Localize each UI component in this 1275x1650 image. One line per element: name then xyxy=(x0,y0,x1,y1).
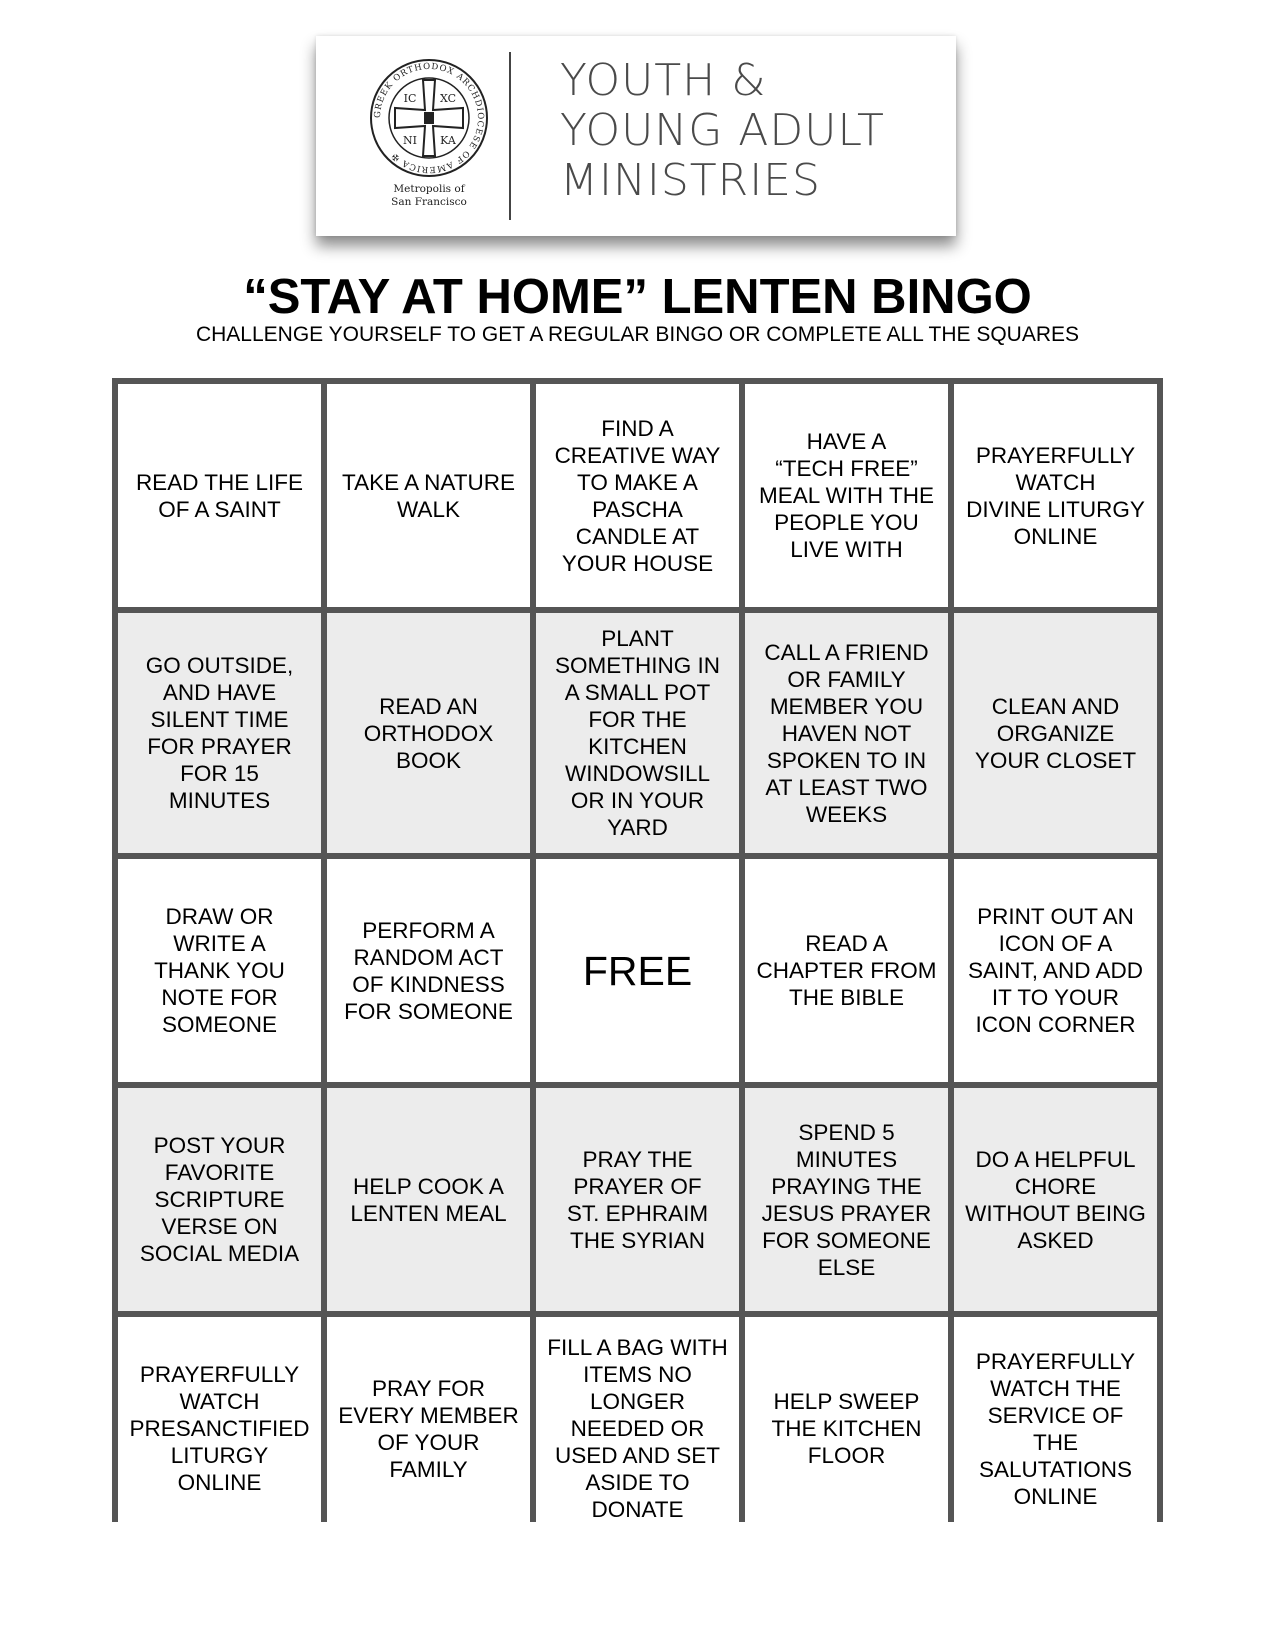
bingo-square xyxy=(327,1088,530,1311)
bingo-square-text: POST YOUR FAVORITE SCRIPTURE VERSE ON SOCIAL MEDIA xyxy=(139,1133,300,1266)
bingo-square-text: READ A CHAPTER FROM THE BIBLE xyxy=(756,931,937,1010)
page-title: “STAY AT HOME” LENTEN BINGO xyxy=(243,270,1032,324)
bingo-square xyxy=(954,384,1157,607)
bingo-square-text: FREE xyxy=(582,947,693,994)
metropolis-seal-logo xyxy=(344,54,514,214)
bingo-square xyxy=(118,1088,321,1311)
seal-caption-line-2: San Francisco xyxy=(391,196,467,208)
bingo-square-text: READ AN ORTHODOX BOOK xyxy=(363,693,494,773)
bingo-square-text: HAVE A “TECH FREE” MEAL WITH THE PEOPLE YOU LIVE WITH xyxy=(758,429,934,562)
bingo-square xyxy=(745,1317,948,1540)
bingo-square-text: PRAYERFULLY WATCH PRESANCTIFIED LITURGY ONLINE xyxy=(129,1362,310,1495)
bingo-square-text: FIND A CREATIVE WAY TO MAKE A PASCHA CANDLE AT YOUR HOUSE xyxy=(554,415,721,576)
bingo-square xyxy=(536,384,739,607)
bingo-square-text: PRAY FOR EVERY MEMBER OF YOUR FAMILY xyxy=(338,1375,519,1482)
bingo-square-text: CLEAN AND ORGANIZE YOUR CLOSET xyxy=(974,693,1137,773)
bingo-square-text: SPEND 5 MINUTES PRAYING THE JESUS PRAYER FOR SOMEONE ELSE xyxy=(761,1119,932,1280)
bingo-square xyxy=(118,613,321,853)
bingo-square-text: PERFORM A RANDOM ACT OF KINDNESS FOR SOMEONE xyxy=(344,917,513,1024)
bingo-square-text: HELP SWEEP THE KITCHEN FLOOR xyxy=(771,1389,922,1468)
ministry-name xyxy=(560,56,885,206)
seal-letters-ni: NI xyxy=(403,134,417,147)
bingo-square xyxy=(536,1317,739,1540)
seal-letters-ic: IC xyxy=(403,92,417,105)
ministry-name-line: YOUTH & xyxy=(560,55,767,106)
seal-letters-xc: XC xyxy=(439,92,457,105)
bingo-square-text: PRINT OUT AN ICON OF A SAINT, AND ADD IT TO YOUR ICON CORNER xyxy=(967,904,1144,1037)
bingo-square-text: PRAYERFULLY WATCH DIVINE LITURGY ONLINE xyxy=(966,442,1145,549)
bingo-square-text: HELP COOK A LENTEN MEAL xyxy=(350,1173,507,1226)
bingo-square-text: READ THE LIFE OF A SAINT xyxy=(135,469,304,522)
bingo-square xyxy=(745,859,948,1082)
bingo-square-text: PRAY THE PRAYER OF ST. EPHRAIM THE SYRIAN xyxy=(566,1146,709,1253)
bingo-board xyxy=(112,378,1163,1522)
bingo-square-text: DRAW OR WRITE A THANK YOU NOTE FOR SOMEONE xyxy=(154,904,285,1037)
bingo-square-text: PLANT SOMETHING IN A SMALL POT FOR THE KITCHEN WINDOWSILL OR IN YOUR YARD xyxy=(554,626,720,840)
bingo-square-text: PRAYERFULLY WATCH THE SERVICE OF THE SALUTATIONS ONLINE xyxy=(975,1348,1136,1509)
bingo-square xyxy=(118,384,321,607)
bingo-square xyxy=(745,384,948,607)
svg-text:GREEK ORTHODOX ARCHDIOCESE OF: GREEK ORTHODOX ARCHDIOCESE OF AMERICA ✠ xyxy=(372,61,486,175)
banner-divider xyxy=(509,52,511,220)
bingo-square-text: DO A HELPFUL CHORE WITHOUT BEING ASKED xyxy=(965,1146,1146,1253)
bingo-square xyxy=(118,859,321,1082)
bingo-square xyxy=(954,613,1157,853)
seal-caption-line-1: Metropolis of xyxy=(393,183,465,195)
bingo-square xyxy=(745,613,948,853)
ministry-name-line: MINISTRIES xyxy=(560,155,821,206)
bingo-square xyxy=(536,1088,739,1311)
bingo-square xyxy=(536,613,739,853)
ministry-banner xyxy=(316,36,956,236)
seal-letters-ka: KA xyxy=(440,134,456,147)
bingo-square-text: CALL A FRIEND OR FAMILY MEMBER YOU HAVEN NOT SPOKEN TO IN AT LEAST TWO WEEKS xyxy=(764,639,929,827)
bingo-square xyxy=(327,384,530,607)
page-subtitle: CHALLENGE YOURSELF TO GET A REGULAR BINGO OR COMPLETE ALL THE SQUARES xyxy=(195,323,1080,346)
bingo-square xyxy=(118,1317,321,1540)
bingo-square-text: GO OUTSIDE, AND HAVE SILENT TIME FOR PRAYER FOR 15 MINUTES xyxy=(145,653,294,813)
bingo-square-text: TAKE A NATURE WALK xyxy=(342,469,515,522)
bingo-square xyxy=(745,1088,948,1311)
bingo-square xyxy=(954,1317,1157,1540)
bingo-free-square xyxy=(536,859,739,1082)
bingo-square xyxy=(327,859,530,1082)
ministry-name-line: YOUNG ADULT xyxy=(560,105,885,156)
bingo-square-text: FILL A BAG WITH ITEMS NO LONGER NEEDED OR USED AND SET ASIDE TO DONATE xyxy=(547,1335,728,1522)
bingo-square xyxy=(327,613,530,853)
bingo-square xyxy=(954,1088,1157,1311)
bingo-square xyxy=(954,859,1157,1082)
bingo-square xyxy=(327,1317,530,1540)
